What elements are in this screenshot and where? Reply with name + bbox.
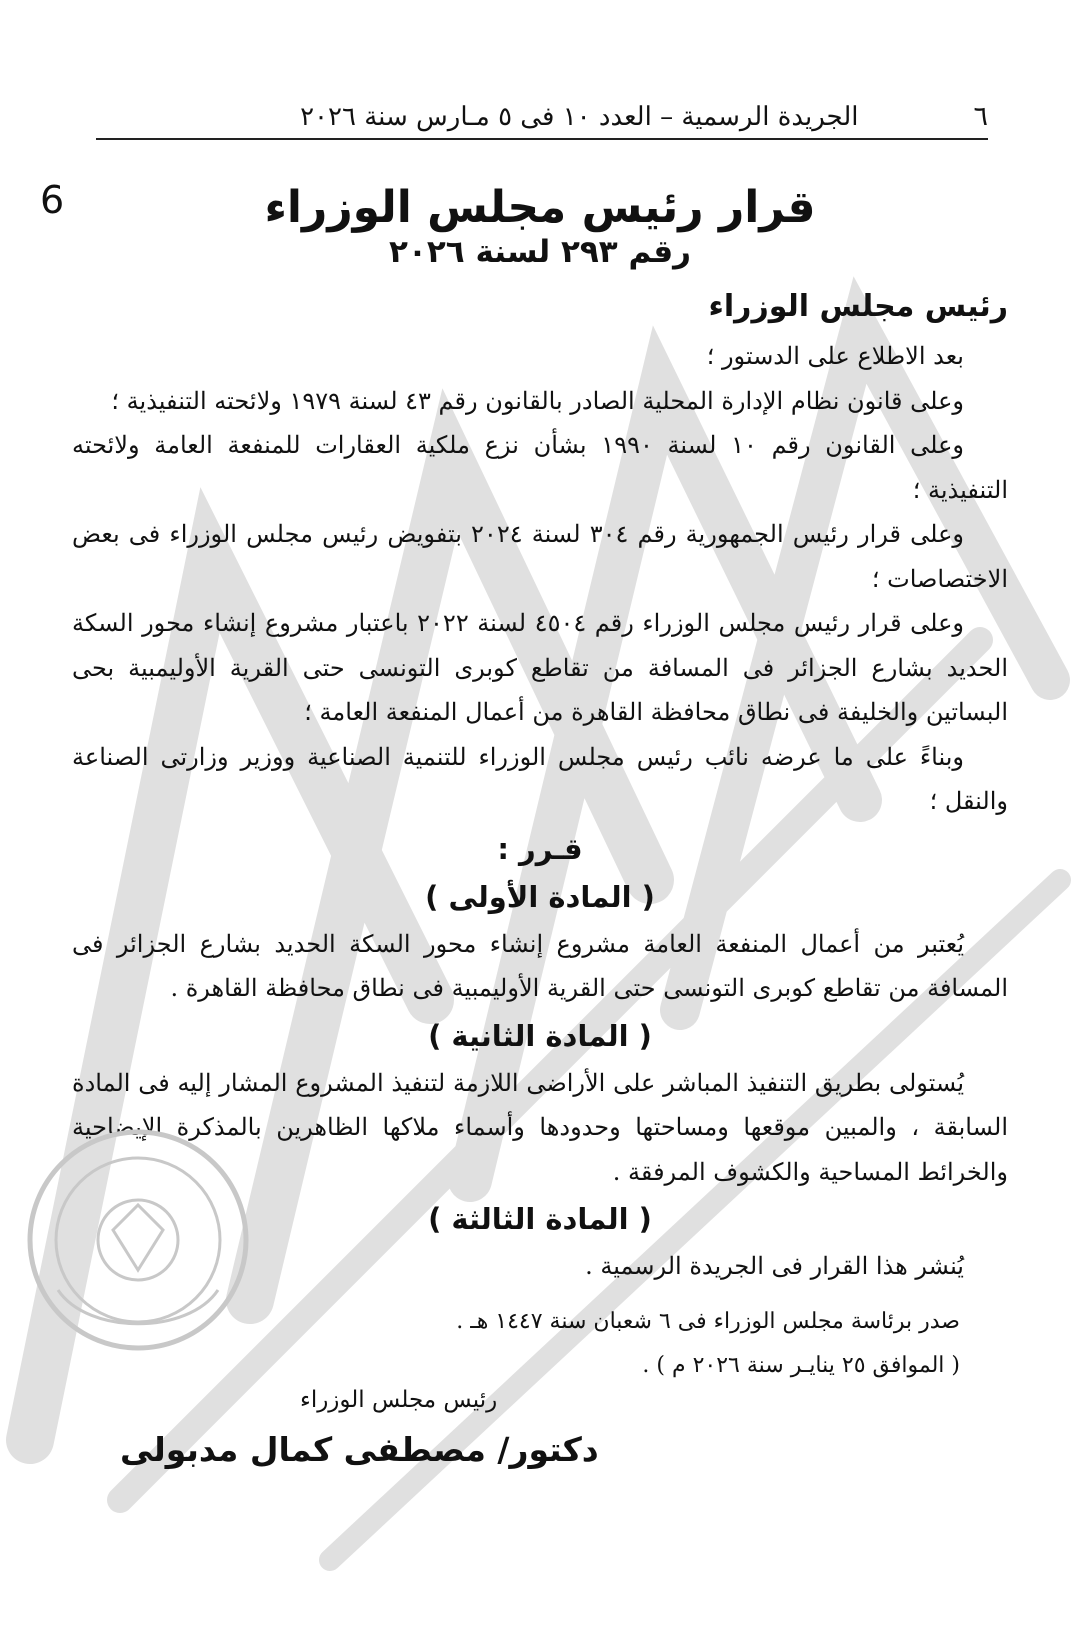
running-header [96,88,988,140]
article-1-heading: ( المادة الأولى ) [425,879,655,914]
page-number: ٦ [973,101,988,132]
corresponding-date-line: ( الموافق ٢٥ ينايـر سنة ٢٠٢٦ م ) . [642,1353,960,1378]
article-2-text: يُستولى بطريق التنفيذ المباشر على الأراضى اللازمة لتنفيذ المشروع المشار إليه فى المادة السابقة ، والمبين موقعها ومساحتها وحدودها وأسماء ملاكها الظاهرين بالمذكرة الإيضاحية والخرائط المساحية والكشوف المرفقة . [72,1068,1008,1186]
article-3-text: يُنشر هذا القرار فى الجريدة الرسمية . [585,1252,964,1280]
signer-name: دكتور/ مصطفى كمال مدبولى [120,1430,599,1469]
issued-date-line: صدر برئاسة مجلس الوزراء فى ٦ شعبان سنة ١٤٤٧ هـ . [456,1309,960,1334]
preamble-paragraph: وبناءً على ما عرضه نائب رئيس مجلس الوزراء للتنمية الصناعية ووزير وزارتى الصناعة والنقل ؛ [72,742,1008,815]
signer-title: رئيس مجلس الوزراء [300,1387,498,1413]
issuer-heading: رئيس مجلس الوزراء [708,289,1008,324]
official-stamp-seal [18,1120,258,1360]
preamble-paragraph: وعلى قرار رئيس الجمهورية رقم ٣٠٤ لسنة ٢٠٢٤ بتفويض رئيس مجلس الوزراء فى بعض الاختصاصات ؛ [72,520,1008,593]
article-1-text: يُعتبر من أعمال المنفعة العامة مشروع إنشاء محور السكة الحديد بشارع الجزائر فى المسافة من تقاطع كوبرى التونسى حتى القرية الأوليمبية فى نطاق محافظة القاهرة . [72,929,1008,1002]
article-2-heading: ( المادة الثانية ) [428,1018,652,1053]
article-3-heading: ( المادة الثالثة ) [428,1202,652,1236]
preamble-paragraph: وعلى قرار رئيس مجلس الوزراء رقم ٤٥٠٤ لسنة ٢٠٢٢ باعتبار مشروع إنشاء محور السكة الحديد بشارع الجزائر فى المسافة من تقاطع كوبرى التونسى حتى القرية الأوليمبية بحى البساتين والخليفة فى نطاق محافظة القاهرة من أعمال المنفعة العامة ؛ [72,609,1008,726]
issuance-block [456,1300,960,1388]
decree-title-block [200,178,880,272]
decree-number: رقم ٢٩٣ لسنة ٢٠٢٦ [389,234,691,270]
margin-page-number: 6 [40,178,65,222]
decree-title: قرار رئيس مجلس الوزراء [264,182,816,233]
gazette-issue-line: الجريدة الرسمية – العدد ١٠ فى ٥ مـارس سنة ٢٠٢٦ [300,102,859,132]
preamble-paragraph: وعلى القانون رقم ١٠ لسنة ١٩٩٠ بشأن نزع ملكية العقارات للمنفعة العامة ولائحته التنفيذية ؛ [72,431,1008,504]
preamble-paragraph: وعلى قانون نظام الإدارة المحلية الصادر بالقانون رقم ٤٣ لسنة ١٩٧٩ ولائحته التنفيذية ؛ [111,386,964,415]
decided-heading: قـرر : [497,831,583,866]
preamble-paragraph: بعد الاطلاع على الدستور ؛ [706,342,964,370]
